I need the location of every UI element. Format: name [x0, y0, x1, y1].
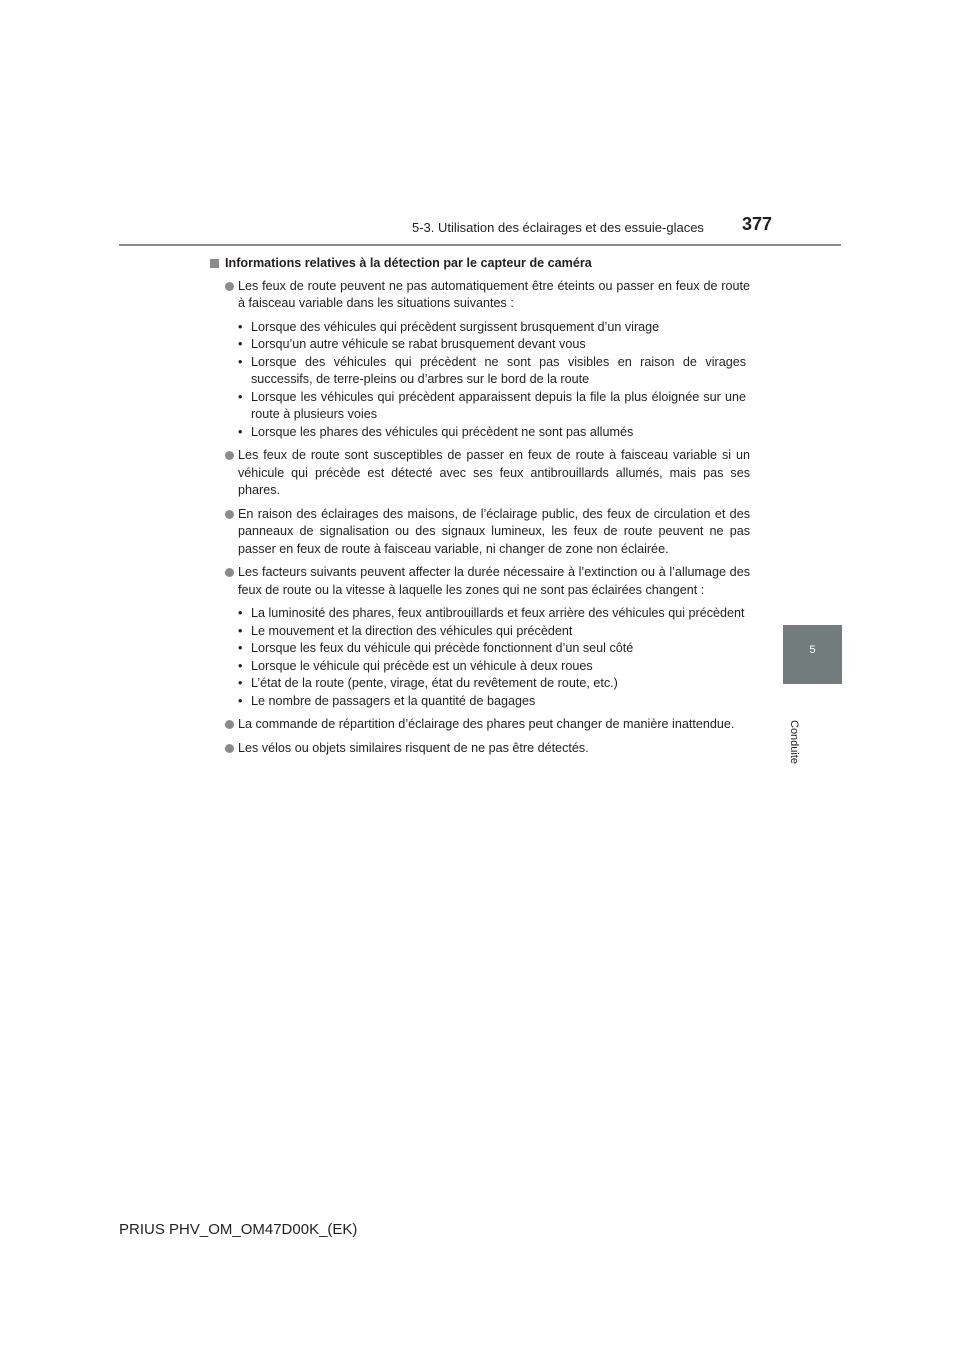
page-number: 377	[742, 214, 773, 234]
paragraph-text: Les vélos ou objets similaires risquent de ne pas être détectés.	[238, 740, 589, 755]
list-item-text: Le nombre de passagers et la quantité de bagages	[251, 693, 536, 708]
list-item	[238, 658, 750, 676]
section-heading-text: Informations relatives à la détection par le capteur de caméra	[225, 256, 592, 270]
paragraph-text: Les feux de route sont susceptibles de passer en feux de route à faisceau variable si un véhicule qui précède est détecté avec ses feux antibrouillards allumés, mais pas ses phares.	[238, 448, 750, 497]
circle-bullet-icon	[225, 282, 234, 291]
list-item-text: Lorsque le véhicule qui précède est un véhicule à deux roues	[251, 658, 593, 673]
list-item	[238, 623, 750, 641]
bullet-paragraph	[210, 447, 750, 500]
chapter-label: Conduite	[788, 720, 800, 765]
bullet-paragraph	[210, 278, 750, 442]
dot-icon: •	[238, 389, 243, 404]
list-item-text: Lorsqu’un autre véhicule se rabat brusquement devant vous	[251, 337, 586, 351]
dot-icon: •	[238, 693, 243, 708]
list-item-text: Lorsque des véhicules qui précèdent ne sont pas visibles en raison de virages successifs, de terre-pleins ou d’arbres sur le bord de la route	[251, 354, 746, 386]
dot-icon: •	[238, 424, 243, 439]
dot-icon: •	[238, 319, 243, 334]
list-item	[238, 336, 750, 354]
dot-icon: •	[238, 354, 243, 369]
dot-icon: •	[238, 337, 243, 351]
dot-icon: •	[238, 676, 243, 690]
list-item-text: La luminosité des phares, feux antibrouillards et feux arrière des véhicules qui précèdent	[251, 606, 745, 620]
section-title: 5-3. Utilisation des éclairages et des essuie-glaces	[412, 220, 704, 235]
list-item-text: Le mouvement et la direction des véhicules qui précèdent	[251, 623, 573, 638]
paragraph-text: Les facteurs suivants peuvent affecter la durée nécessaire à l’extinction ou à l’allumage des feux de route ou la vitesse à laquelle les zones qui ne sont pas éclairées changent :	[238, 565, 750, 597]
square-bullet-icon	[210, 259, 219, 268]
paragraph-text: La commande de répartition d’éclairage des phares peut changer de manière inattendue.	[238, 717, 735, 731]
chapter-number: 5	[809, 644, 816, 656]
list-item	[238, 424, 750, 442]
main-content	[210, 255, 750, 763]
sub-list	[238, 605, 750, 710]
list-item	[238, 389, 750, 424]
list-item-text: L’état de la route (pente, virage, état du revêtement de route, etc.)	[251, 676, 618, 690]
manual-code: PRIUS PHV_OM_OM47D00K_(EK)	[119, 1221, 358, 1238]
dot-icon: •	[238, 641, 243, 655]
list-item	[238, 605, 750, 623]
dot-icon: •	[238, 658, 243, 673]
list-item-text: Lorsque des véhicules qui précèdent surgissent brusquement d’un virage	[251, 319, 660, 334]
header-divider	[119, 244, 841, 246]
list-item	[238, 354, 750, 389]
bullet-paragraph	[210, 564, 750, 710]
list-item-text: Lorsque les feux du véhicule qui précède fonctionnent d’un seul côté	[251, 641, 634, 655]
circle-bullet-icon	[225, 744, 234, 753]
paragraph-text: Les feux de route peuvent ne pas automatiquement être éteints ou passer en feux de route à faisceau variable dans les situations suivantes :	[238, 278, 750, 310]
circle-bullet-icon	[225, 451, 234, 460]
list-item	[238, 319, 750, 337]
bullet-paragraph	[210, 716, 750, 734]
paragraph-text: En raison des éclairages des maisons, de l’éclairage public, des feux de circulation et des panneaux de signalisation ou des signaux lumineux, les feux de route peuvent ne pas passer en feux de route à faisceau variable, ni changer de zone non éclairée.	[238, 506, 750, 556]
dot-icon: •	[238, 623, 243, 638]
list-item	[238, 675, 750, 693]
circle-bullet-icon	[225, 720, 234, 729]
circle-bullet-icon	[225, 510, 234, 519]
sub-list	[238, 319, 750, 442]
list-item	[238, 640, 750, 658]
circle-bullet-icon	[225, 568, 234, 577]
section-heading	[210, 255, 750, 273]
bullet-paragraph	[210, 740, 750, 758]
dot-icon: •	[238, 606, 243, 620]
chapter-tab	[783, 625, 842, 684]
list-item-text: Lorsque les phares des véhicules qui précèdent ne sont pas allumés	[251, 424, 634, 439]
list-item-text: Lorsque les véhicules qui précèdent apparaissent depuis la file la plus éloignée sur une route à plusieurs voies	[251, 389, 746, 421]
bullet-paragraph	[210, 506, 750, 559]
list-item	[238, 693, 750, 711]
